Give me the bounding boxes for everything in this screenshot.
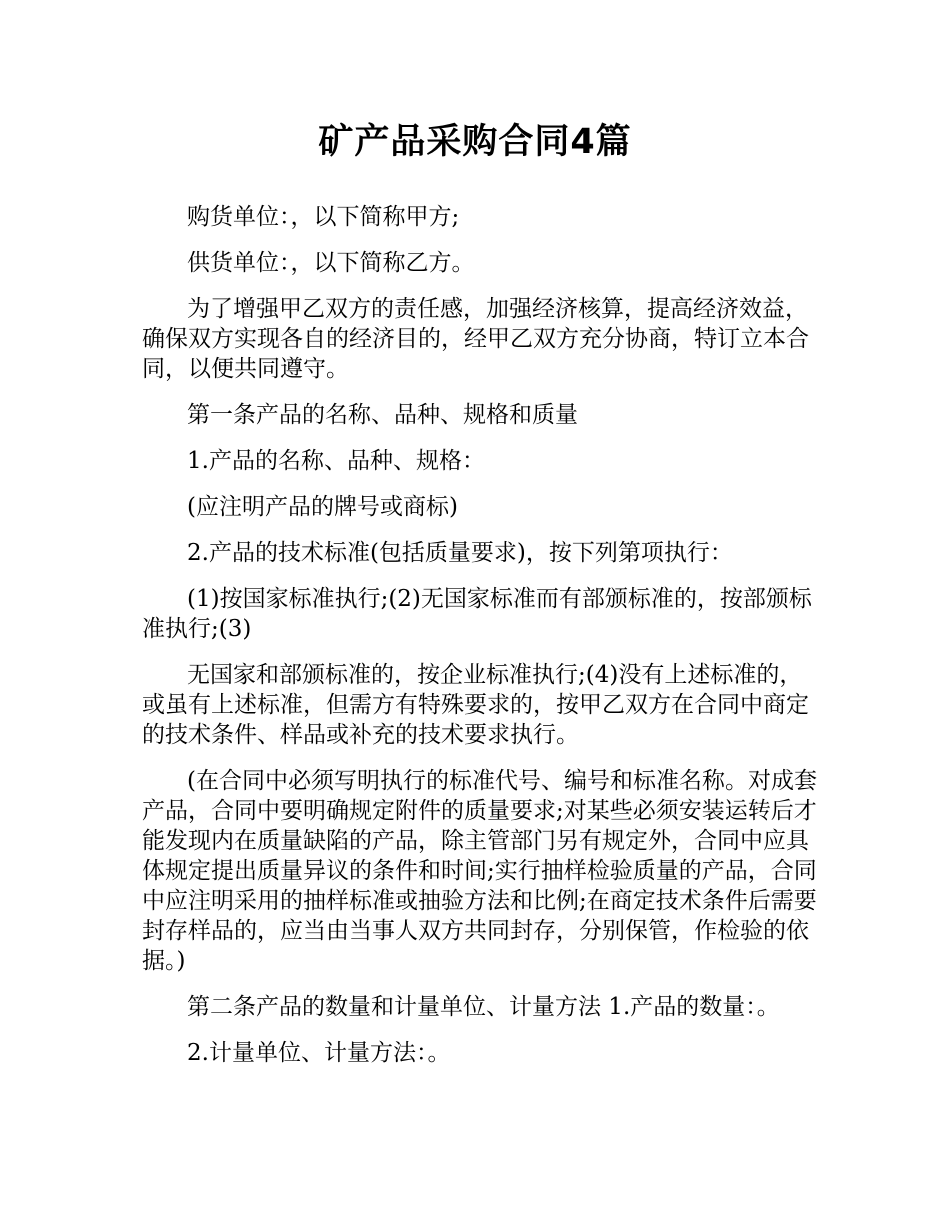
paragraph-measurement: 2.计量单位、计量方法：。: [187, 1040, 451, 1066]
paragraph-standard-options: (1)按国家标准执行;(2)无国家标准而有部颁标准的，按部颁标准执行;(3): [142, 586, 812, 642]
paragraph-article-1-heading: 第一条产品的名称、品种、规格和质量: [187, 402, 578, 428]
paragraph-article-2-heading: 第二条产品的数量和计量单位、计量方法 1.产品的数量：。: [187, 994, 780, 1020]
paragraph-brand-note: (应注明产品的牌号或商标): [187, 494, 458, 520]
paragraph-standard-notes: (在合同中必须写明执行的标准代号、编号和标准名称。对成套产品，合同中要明确规定附件的质量要求;对某些必须安装运转后才能发现内在质量缺陷的产品，除主管部门另有规定外，合同中应具体规定提出质量异议的条件和时间;实行抽样检验质量的产品，合同中应注明采用的抽样标准或抽验方法和比例;在商定技术条件后需要封存样品的，应当由当事人双方共同封存，分别保管，作检验的依据。): [142, 768, 817, 974]
paragraph-product-spec: 1.产品的名称、品种、规格：: [187, 448, 485, 474]
paragraph-enterprise-standard: 无国家和部颁标准的，按企业标准执行;(4)没有上述标准的，或虽有上述标准，但需方有特殊要求的，按甲乙双方在合同中商定的技术条件、样品或补充的技术要求执行。: [142, 662, 809, 748]
paragraph-supplier: 供货单位：，以下简称乙方。: [187, 250, 475, 276]
paragraph-technical-standard: 2.产品的技术标准(包括质量要求)，按下列第项执行：: [187, 540, 733, 566]
paragraph-buyer: 购货单位：，以下简称甲方;: [187, 204, 460, 230]
document-body: [142, 202, 822, 1084]
document-title: 矿产品采购合同4篇: [318, 122, 632, 162]
paragraph-purpose: 为了增强甲乙双方的责任感，加强经济核算，提高经济效益，确保双方实现各自的经济目的，经甲乙双方充分协商，特订立本合同，以便共同遵守。: [142, 296, 809, 382]
